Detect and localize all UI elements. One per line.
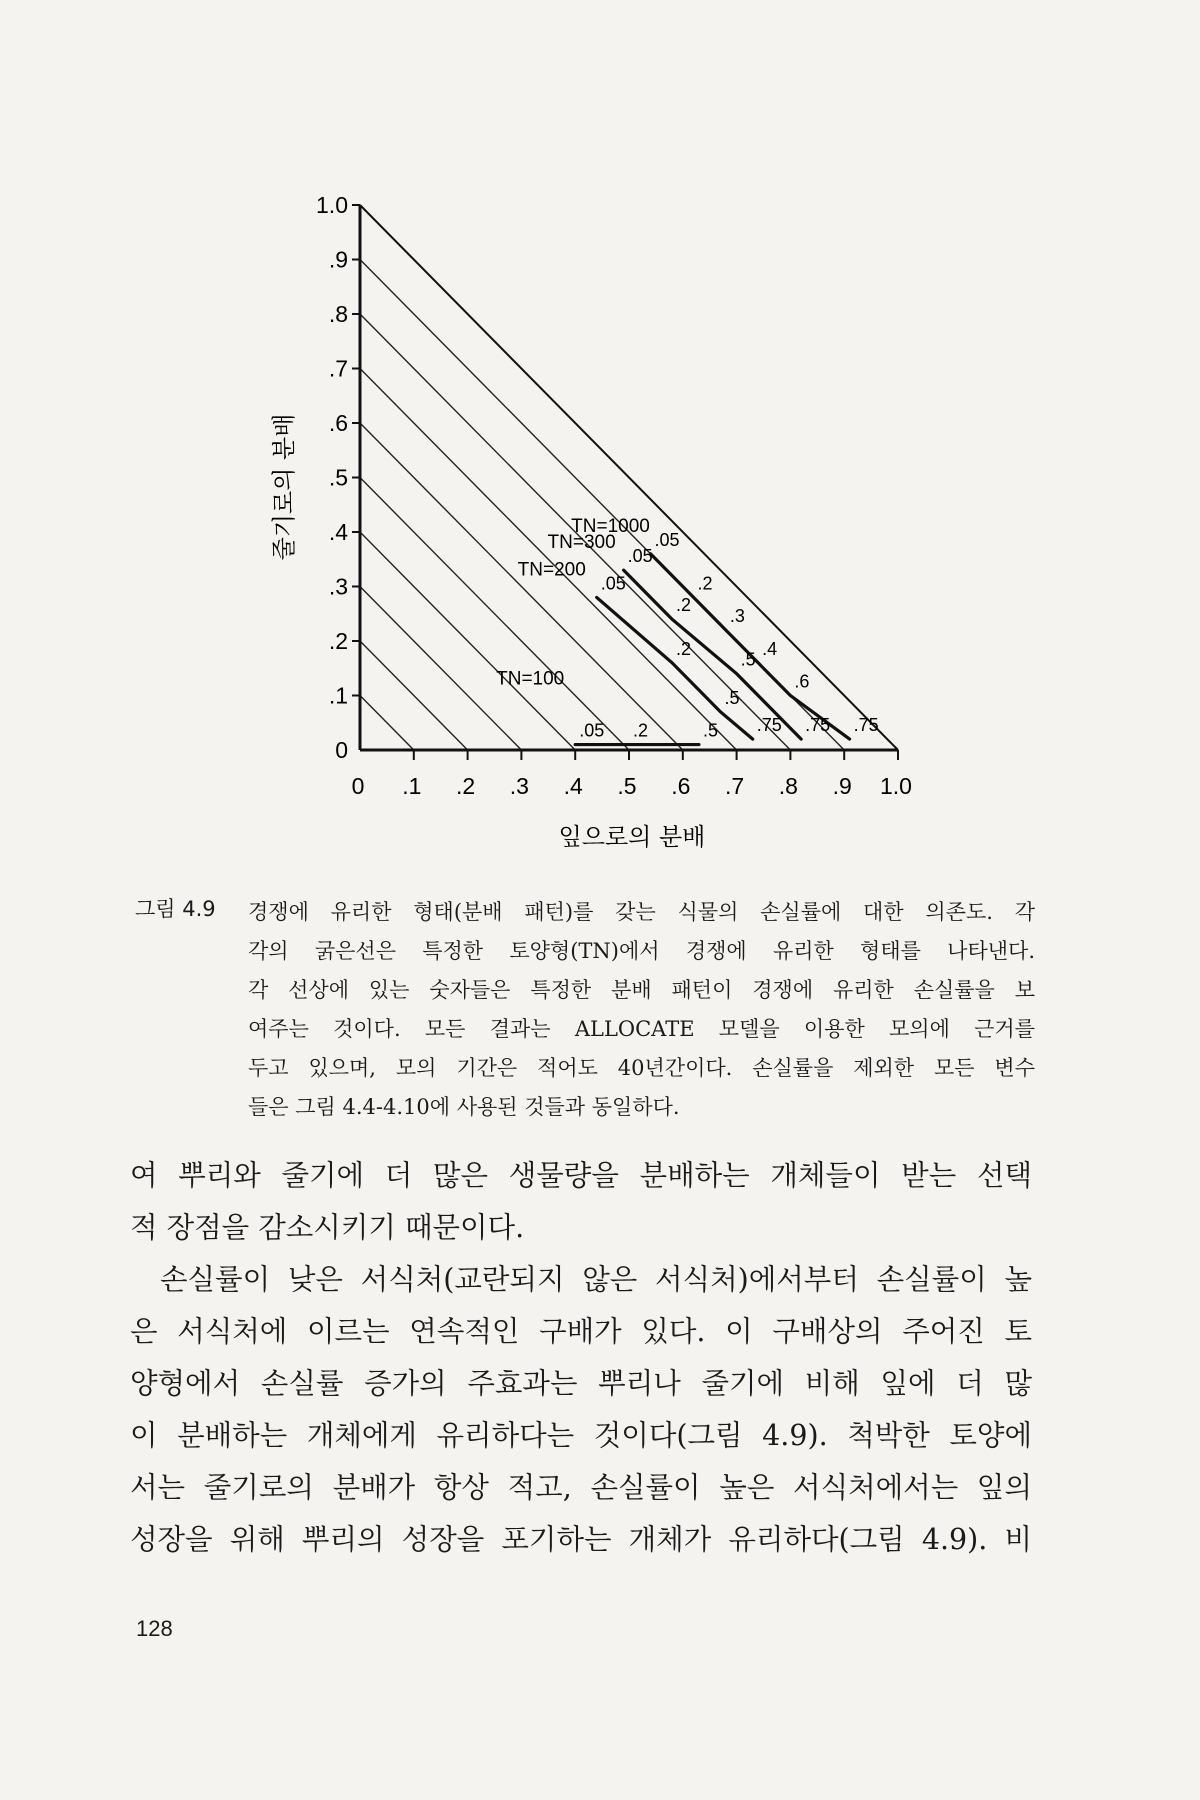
x-tick-label: .8 — [778, 773, 798, 799]
y-tick-label: .6 — [328, 410, 348, 436]
caption-line: 들은 그림 4.4-4.10에 사용된 것들과 동일하다. — [248, 1095, 680, 1119]
caption-line: 각의 굵은선은 특정한 토양형(TN)에서 경쟁에 유리한 형태를 나타낸다. — [248, 939, 1035, 963]
point-label: .3 — [729, 606, 745, 627]
y-tick-label: .8 — [328, 301, 348, 327]
point-label: .5 — [702, 720, 718, 741]
caption-line: 두고 있으며, 모의 기간은 적어도 40년간이다. 손실률을 제외한 모든 변수 — [248, 1056, 1035, 1080]
y-tick-label: .7 — [328, 355, 348, 382]
body-paragraphs — [130, 1150, 1032, 1566]
point-label: .2 — [633, 720, 649, 741]
isoline — [360, 696, 414, 751]
page-number: 128 — [136, 1616, 173, 1641]
point-label: .75 — [853, 715, 879, 736]
series-name-label: TN=300 — [547, 532, 616, 554]
x-tick-label: .6 — [671, 773, 691, 799]
y-tick-label: .9 — [328, 246, 348, 273]
body-line: 양형에서 손실률 증가의 주효과는 뿌리나 줄기에 비해 잎에 더 많 — [130, 1367, 1032, 1400]
body-line: 이 분배하는 개체에게 유리하다는 것이다(그림 4.9). 척박한 토양에 — [130, 1419, 1032, 1452]
y-tick-label: .4 — [328, 519, 348, 545]
x-axis-ticks — [352, 750, 912, 799]
body-line: 서는 줄기로의 분배가 항상 적고, 손실률이 높은 서식처에서는 잎의 — [130, 1471, 1032, 1504]
figure-4-9-chart — [0, 0, 1200, 870]
point-label: .2 — [697, 573, 713, 594]
point-label: .75 — [756, 715, 782, 736]
x-tick-label: .1 — [402, 773, 422, 799]
point-label: .2 — [676, 638, 692, 659]
point-label: .75 — [805, 715, 831, 736]
x-tick-label: .3 — [509, 773, 529, 799]
caption-line: 여주는 것이다. 모든 결과는 ALLOCATE 모델을 이용한 모의에 근거를 — [248, 1017, 1035, 1041]
series-group — [496, 516, 878, 745]
x-tick-label: 0 — [351, 773, 365, 799]
point-label: .6 — [794, 671, 810, 692]
body-line: 성장을 위해 뿌리의 성장을 포기하는 개체가 유리하다(그림 4.9). 비 — [130, 1523, 1032, 1556]
body-line: 손실률이 낮은 서식처(교란되지 않은 서식처)에서부터 손실률이 높 — [160, 1263, 1032, 1296]
point-label: .2 — [676, 595, 692, 616]
series-name-label: TN=100 — [496, 668, 565, 690]
point-label: .05 — [627, 546, 653, 567]
x-tick-label: 1.0 — [880, 773, 912, 799]
caption-text — [248, 893, 1035, 1127]
x-tick-label: .4 — [563, 773, 583, 799]
series-name-label: TN=200 — [517, 559, 586, 581]
point-label: .5 — [740, 649, 756, 670]
series-name-label: TN=1000 — [571, 515, 650, 537]
y-tick-label: .1 — [328, 682, 348, 709]
y-axis-ticks — [316, 192, 360, 763]
body-line: 은 서식처에 이르는 연속적인 구배가 있다. 이 구배상의 주어진 토 — [130, 1315, 1032, 1348]
isoline — [360, 641, 468, 750]
y-tick-label: .5 — [328, 464, 348, 491]
figure-label: 그림 4.9 — [135, 897, 216, 921]
point-label: .05 — [654, 529, 680, 550]
y-tick-label: .3 — [328, 573, 348, 600]
x-tick-label: .9 — [832, 773, 852, 799]
point-label: .4 — [762, 638, 778, 659]
x-tick-label: .2 — [456, 773, 476, 799]
y-tick-label: 0 — [335, 737, 348, 763]
x-axis-title: 잎으로의 분배 — [558, 823, 706, 851]
caption-line: 각 선상에 있는 숫자들은 특정한 분배 패턴이 경쟁에 유리한 손실률을 보 — [248, 978, 1035, 1002]
x-tick-label: .7 — [725, 773, 745, 799]
body-line: 여 뿌리와 줄기에 더 많은 생물량을 분배하는 개체들이 받는 선택 — [130, 1159, 1032, 1192]
point-label: .05 — [579, 720, 605, 741]
y-tick-label: 1.0 — [316, 192, 348, 218]
y-axis-title: 줄기로의 분배 — [270, 413, 298, 561]
point-label: .5 — [724, 687, 740, 708]
caption-line: 경쟁에 유리한 형태(분배 패턴)를 갖는 식물의 손실률에 대한 의존도. 각 — [248, 900, 1035, 924]
y-tick-label: .2 — [328, 628, 348, 654]
body-line: 적 장점을 감소시키기 때문이다. — [130, 1211, 525, 1244]
x-tick-label: .5 — [617, 773, 637, 799]
point-label: .05 — [600, 573, 626, 594]
isoline — [360, 423, 683, 750]
